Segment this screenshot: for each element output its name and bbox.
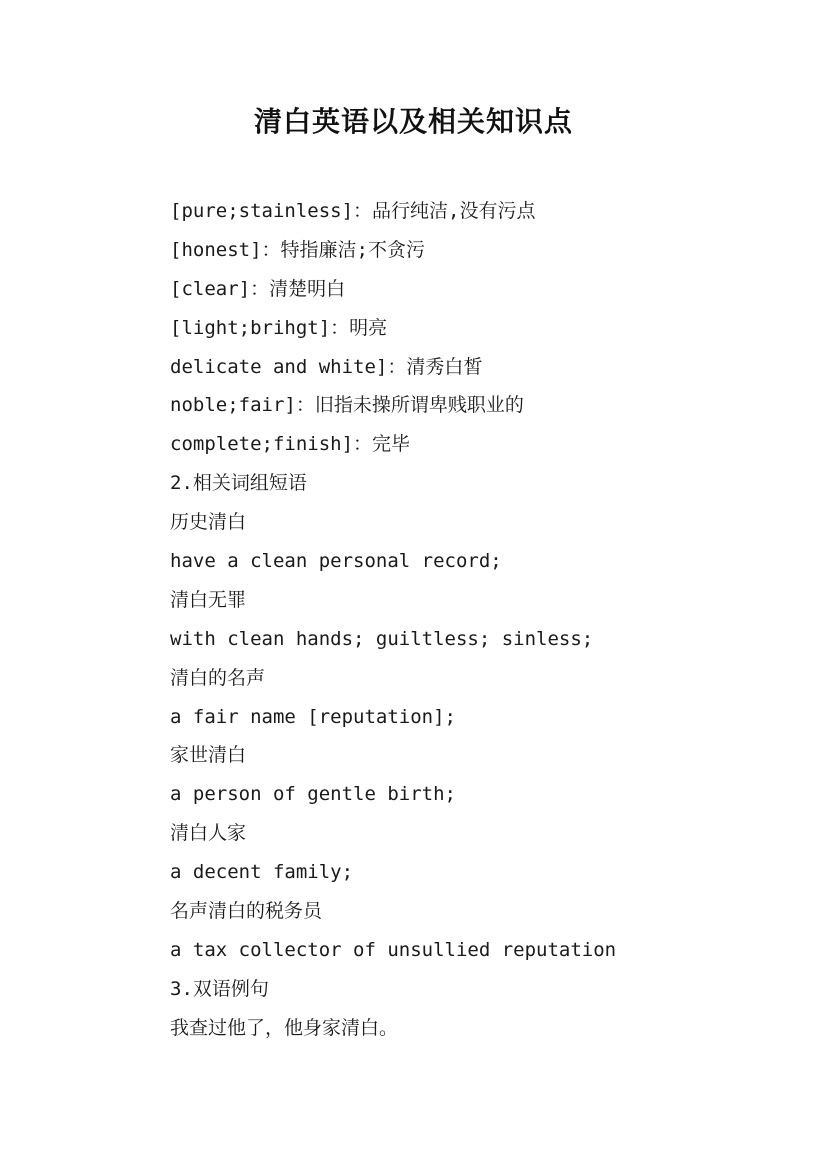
definition-line: complete;finish]：完毕 bbox=[170, 433, 411, 456]
phrase-chinese: 名声清白的税务员 bbox=[170, 900, 323, 923]
definition-line: delicate and white]：清秀白皙 bbox=[170, 355, 483, 378]
phrase-chinese: 清白人家 bbox=[170, 822, 247, 845]
definition-line: [clear]：清楚明白 bbox=[170, 277, 346, 300]
phrase-english: with clean hands; guiltless; sinless; bbox=[170, 627, 594, 650]
phrase-english: a person of gentle birth; bbox=[170, 783, 456, 806]
phrase-chinese: 清白无罪 bbox=[170, 588, 247, 611]
definition-line: [light;brihgt]：明亮 bbox=[170, 316, 388, 339]
phrase-chinese: 家世清白 bbox=[170, 744, 247, 767]
section-heading: 2.相关词组短语 bbox=[170, 472, 307, 495]
phrase-chinese: 历史清白 bbox=[170, 511, 247, 534]
phrase-english: have a clean personal record; bbox=[170, 550, 502, 573]
section-heading: 3.双语例句 bbox=[170, 977, 269, 1000]
example-sentence: 我查过他了，他身家清白。 bbox=[170, 1016, 399, 1039]
phrase-english: a tax collector of unsullied reputation bbox=[170, 938, 617, 961]
definition-line: [pure;stainless]：品行纯洁,没有污点 bbox=[170, 200, 536, 222]
definition-line: [honest]：特指廉洁;不贪污 bbox=[170, 238, 425, 261]
phrase-chinese: 清白的名声 bbox=[170, 666, 266, 689]
document-title: 清白英语以及相关知识点 bbox=[253, 105, 573, 138]
document-body bbox=[170, 192, 790, 1048]
definition-line: noble;fair]：旧指未操所谓卑贱职业的 bbox=[170, 394, 524, 417]
phrase-english: a fair name [reputation]; bbox=[170, 705, 456, 728]
phrase-english: a decent family; bbox=[170, 861, 354, 884]
